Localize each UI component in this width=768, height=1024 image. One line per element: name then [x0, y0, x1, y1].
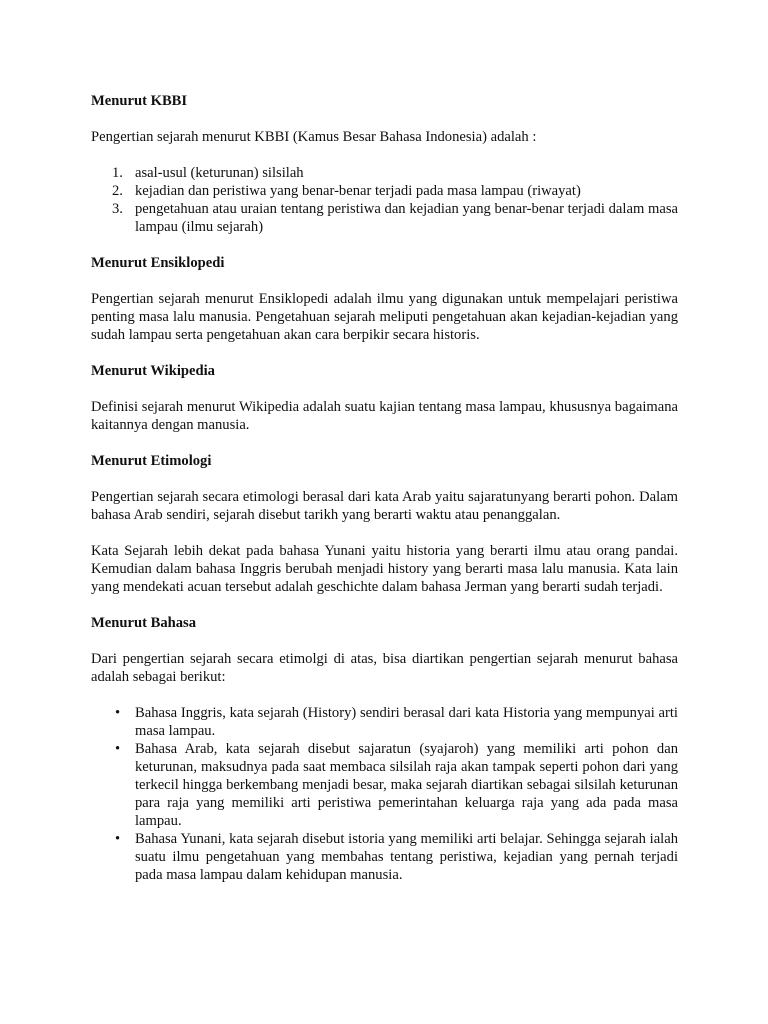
section-bahasa [91, 614, 678, 884]
list-item-text: Bahasa Inggris, kata sejarah (History) sendiri berasal dari kata Historia yang mempunyai arti masa lampau. [135, 705, 678, 739]
list-number: 2. [112, 183, 123, 199]
list-item [91, 182, 678, 200]
kbbi-numbered-list [91, 164, 678, 236]
wikipedia-paragraph: Definisi sejarah menurut Wikipedia adalah suatu kajian tentang masa lampau, khususnya bagaimana kaitannya dengan manusia. [91, 399, 678, 433]
section-wikipedia [91, 362, 678, 434]
kbbi-intro: Pengertian sejarah menurut KBBI (Kamus Besar Bahasa Indonesia) adalah : [91, 129, 537, 145]
etimologi-paragraph-1: Pengertian sejarah secara etimologi berasal dari kata Arab yaitu sajaratunyang berarti pohon. Dalam bahasa Arab sendiri, sejarah disebut tarikh yang berarti waktu atau penanggalan. [91, 489, 678, 523]
list-number: 3. [112, 201, 123, 217]
bahasa-bullet-list [91, 704, 678, 884]
etimologi-paragraph-2: Kata Sejarah lebih dekat pada bahasa Yunani yaitu historia yang berarti ilmu atau orang pandai. Kemudian dalam bahasa Inggris berubah menjadi history yang berarti masa lalu manusia. Kata lain yang mendekati acuan tersebut adalah geschichte dalam bahasa Jerman yang berarti sudah terjadi. [91, 543, 678, 595]
list-item-text: Bahasa Yunani, kata sejarah disebut istoria yang memiliki arti belajar. Sehingga sejarah ialah suatu ilmu pengetahuan yang membahas tentang peristiwa, kejadian yang pernah terjadi pada masa lampau dalam kehidupan manusia. [135, 831, 678, 883]
ensiklopedi-paragraph: Pengertian sejarah menurut Ensiklopedi adalah ilmu yang digunakan untuk mempelajari peristiwa penting masa lalu manusia. Pengetahuan sejarah meliputi pengetahuan akan kejadian-kejadian yang sudah lampau serta pengetahuan akan cara berpikir secara historis. [91, 291, 678, 343]
list-item [91, 740, 678, 830]
list-number: 1. [112, 165, 123, 181]
list-item [91, 704, 678, 740]
list-item-text: pengetahuan atau uraian tentang peristiwa dan kejadian yang benar-benar terjadi dalam masa lampau (ilmu sejarah) [135, 201, 678, 235]
section-heading-wikipedia: Menurut Wikipedia [91, 363, 215, 379]
list-item [91, 200, 678, 236]
section-ensiklopedi [91, 254, 678, 344]
section-heading-ensiklopedi: Menurut Ensiklopedi [91, 255, 225, 271]
list-item-text: asal-usul (keturunan) silsilah [135, 165, 304, 181]
bullet-icon: • [115, 831, 121, 847]
bahasa-intro: Dari pengertian sejarah secara etimolgi di atas, bisa diartikan pengertian sejarah menurut bahasa adalah sebagai berikut: [91, 651, 678, 685]
bullet-icon: • [115, 705, 121, 721]
list-item [91, 830, 678, 884]
section-heading-etimologi: Menurut Etimologi [91, 453, 212, 469]
section-heading-bahasa: Menurut Bahasa [91, 615, 197, 631]
bullet-icon: • [115, 741, 121, 757]
section-heading-kbbi: Menurut KBBI [91, 93, 188, 109]
section-etimologi [91, 452, 678, 596]
list-item-text: kejadian dan peristiwa yang benar-benar terjadi pada masa lampau (riwayat) [135, 183, 581, 199]
list-item [91, 164, 678, 182]
document-page [91, 92, 678, 884]
list-item-text: Bahasa Arab, kata sejarah disebut sajaratun (syajaroh) yang memiliki arti pohon dan keturunan, maksudnya pada saat membaca silsilah raja akan tampak seperti pohon dari yang terkecil hingga berkembang menjadi besar, maka sejarah diartikan sebagai silsilah keturunan para raja yang memiliki arti peristiwa pemerintahan keluarga raja yang ada pada masa lampau. [135, 741, 678, 829]
section-kbbi [91, 92, 678, 236]
